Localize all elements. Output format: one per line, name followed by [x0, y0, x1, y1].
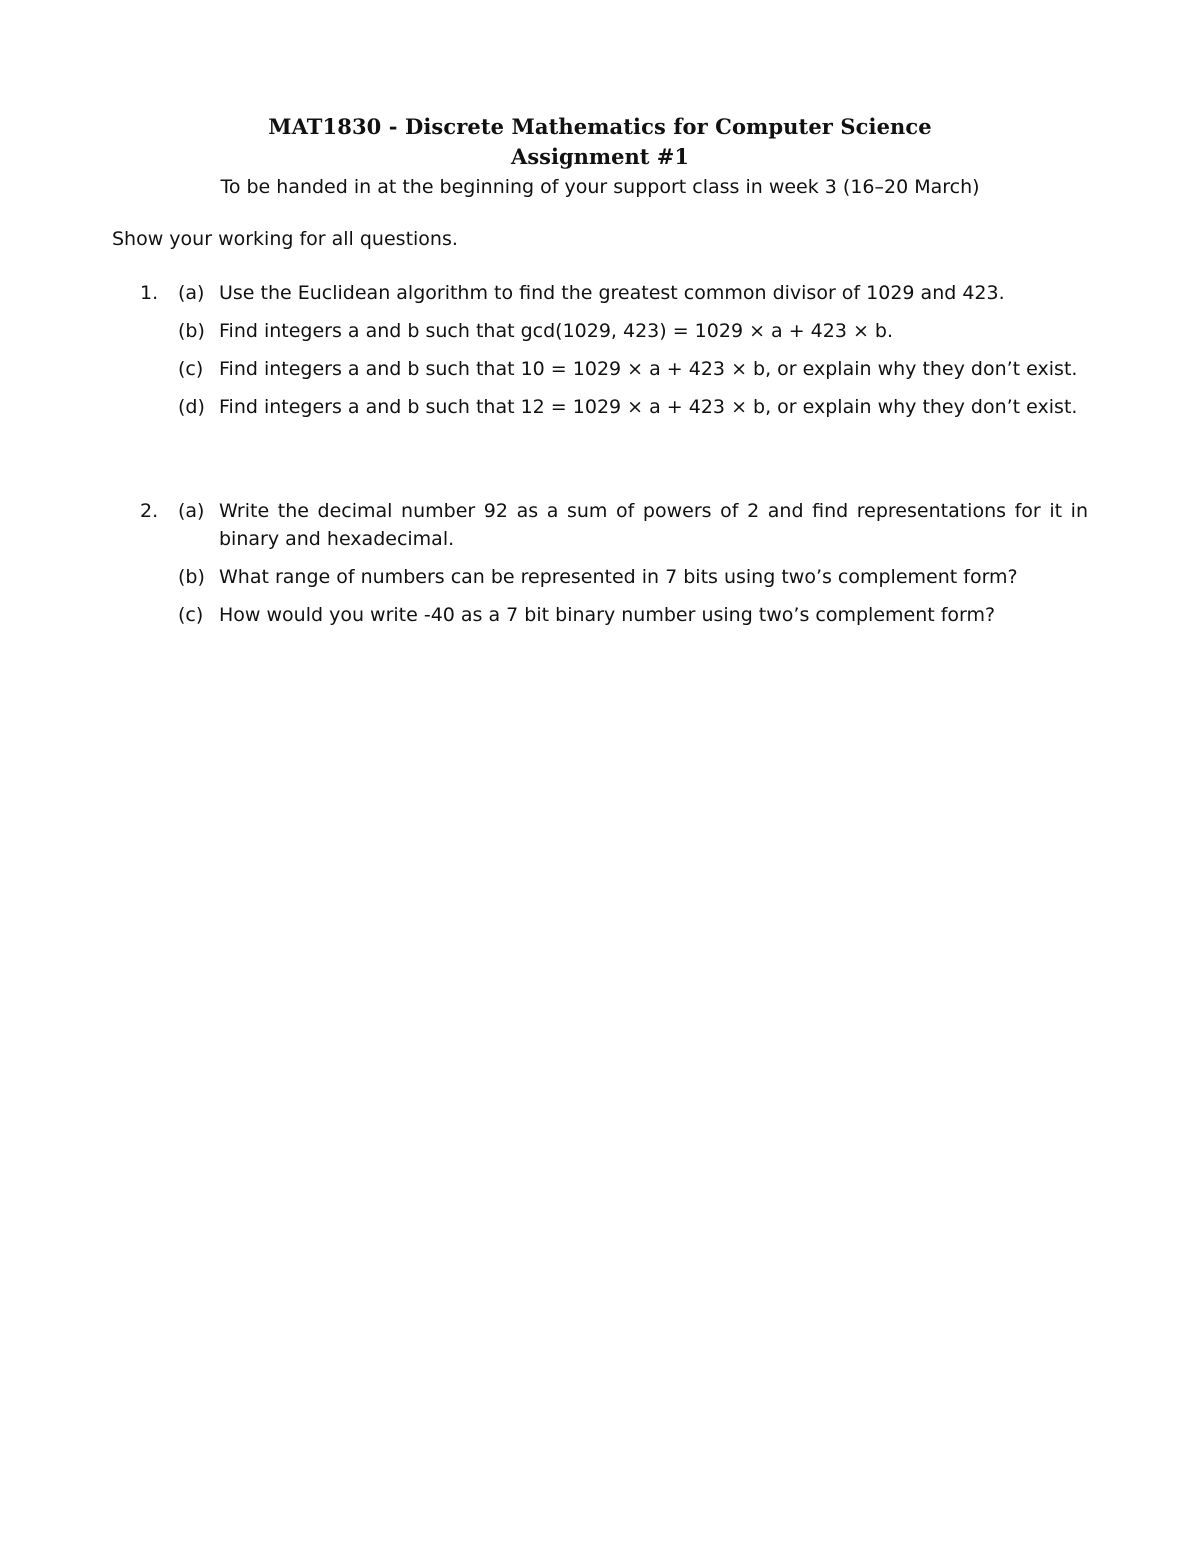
- part-label: (d): [178, 396, 205, 418]
- part-text: Write the decimal number 92 as a sum of powers of 2 and find representations for it in binary and hexadecimal.: [219, 500, 1088, 550]
- question-part: [178, 497, 1088, 553]
- question-part: [178, 317, 1088, 345]
- question-number: 1.: [140, 282, 159, 304]
- question-parts: [178, 279, 1088, 431]
- question-part: [178, 279, 1088, 307]
- question-number: 2.: [140, 500, 159, 522]
- part-text: What range of numbers can be represented in 7 bits using two’s complement form?: [219, 566, 1018, 588]
- part-text: Find integers a and b such that gcd(1029, 423) = 1029 × a + 423 × b.: [219, 320, 894, 342]
- part-text: Find integers a and b such that 12 = 1029 × a + 423 × b, or explain why they don’t exist.: [219, 396, 1078, 418]
- part-label: (b): [178, 566, 205, 588]
- assignment-title: Assignment #1: [511, 144, 689, 169]
- part-label: (c): [178, 604, 204, 626]
- part-label: (b): [178, 320, 205, 342]
- part-text: Use the Euclidean algorithm to find the greatest common divisor of 1029 and 423.: [219, 282, 1005, 304]
- question-part: [178, 355, 1088, 383]
- part-text: Find integers a and b such that 10 = 1029 × a + 423 × b, or explain why they don’t exist.: [219, 358, 1078, 380]
- question-parts: [178, 497, 1088, 639]
- part-text: How would you write -40 as a 7 bit binary number using two’s complement form?: [219, 604, 996, 626]
- part-label: (c): [178, 358, 204, 380]
- instructions: Show your working for all questions.: [112, 228, 458, 250]
- question-part: [178, 563, 1088, 591]
- question-part: [178, 601, 1088, 629]
- question-part: [178, 393, 1088, 421]
- due-date-note: To be handed in at the beginning of your support class in week 3 (16–20 March): [220, 176, 980, 198]
- document-title: MAT1830 - Discrete Mathematics for Computer Science: [268, 114, 932, 139]
- part-label: (a): [178, 500, 205, 522]
- part-label: (a): [178, 282, 205, 304]
- document-header: [0, 112, 1200, 202]
